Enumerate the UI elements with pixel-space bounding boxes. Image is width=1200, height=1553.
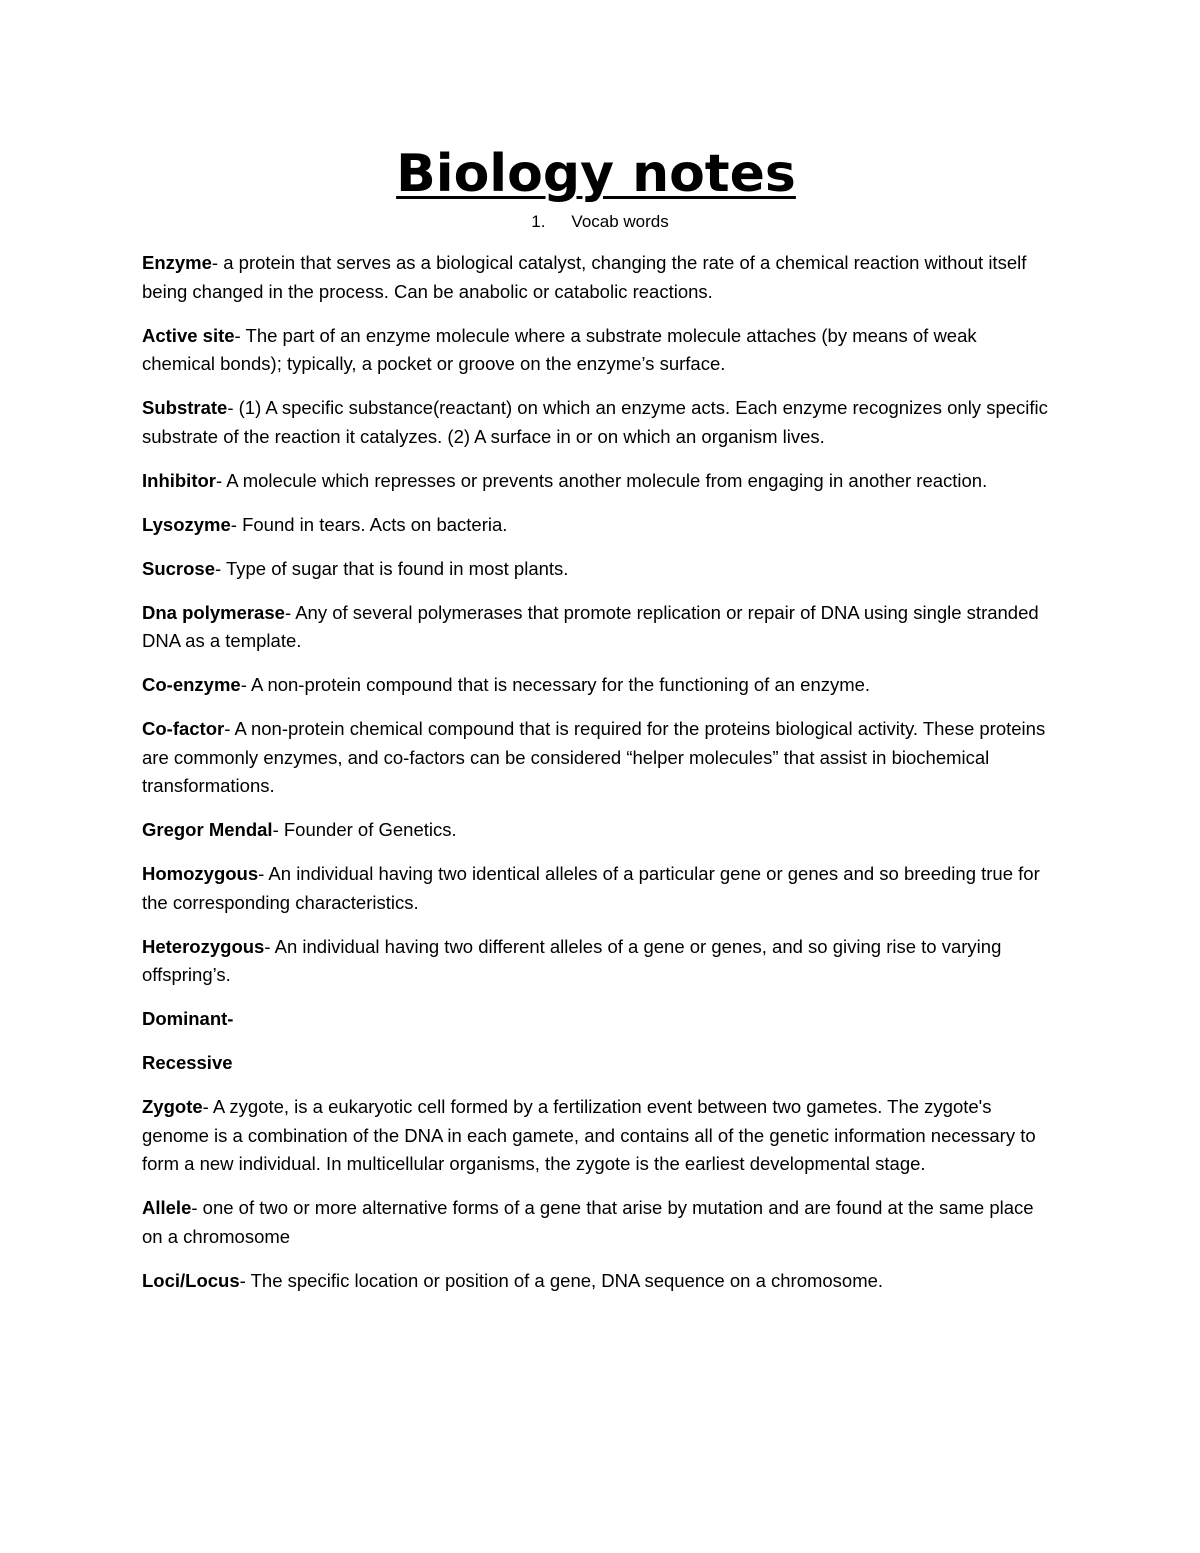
vocab-definition: - one of two or more alternative forms of a gene that arise by mutation and are found at the same place on a chromosome — [142, 1197, 1034, 1247]
vocab-definition: - A non-protein compound that is necessary for the functioning of an enzyme. — [240, 674, 871, 695]
vocab-entry-recessive — [142, 1049, 1050, 1078]
vocab-term: Allele — [142, 1197, 192, 1218]
vocab-entry-active-site — [142, 322, 1050, 379]
vocab-term: Heterozygous — [142, 935, 265, 957]
vocab-definition: - a protein that serves as a biological catalyst, changing the rate of a chemical reaction without itself being changed in the process. Can be anabolic or catabolic reactions. — [142, 252, 1027, 302]
vocab-entry-gregor-mendal — [142, 816, 1050, 845]
section-heading — [142, 210, 1050, 234]
vocab-definition: - Founder of Genetics. — [272, 819, 457, 840]
vocab-entry-dna-polymerase — [142, 599, 1050, 656]
vocab-term: Zygote — [142, 1096, 203, 1117]
vocab-term: Recessive — [142, 1052, 233, 1073]
vocab-entry-homozygous — [142, 860, 1050, 917]
vocab-entry-co-enzyme — [142, 671, 1050, 700]
vocab-term: Enzyme — [142, 252, 212, 273]
vocab-entry-loci-locus — [142, 1267, 1050, 1296]
vocab-term: Inhibitor — [142, 469, 216, 491]
vocab-term: Dna polymerase — [142, 601, 285, 623]
vocab-term: Co-factor — [142, 718, 225, 739]
vocab-term: Lysozyme — [142, 513, 231, 535]
vocab-term: Dominant- — [142, 1008, 234, 1029]
section-number: 1. — [531, 212, 546, 231]
vocab-entry-inhibitor — [142, 467, 1050, 496]
vocab-definition: - An individual having two identical alleles of a particular gene or genes and so breeding true for the corresponding characteristics. — [142, 863, 1040, 913]
vocab-entry-heterozygous — [142, 933, 1050, 990]
vocab-definition: - Any of several polymerases that promote replication or repair of DNA using single stranded DNA as a template. — [142, 601, 1039, 651]
vocab-term: Sucrose — [142, 557, 216, 579]
vocab-entry-lysozyme — [142, 511, 1050, 540]
vocab-definition: - The part of an enzyme molecule where a substrate molecule attaches (by means of weak chemical bonds); typically, a pocket or groove on the enzyme’s surface. — [142, 324, 977, 374]
vocab-term: Substrate — [142, 397, 228, 418]
vocab-term: Loci/Locus — [142, 1269, 240, 1291]
vocab-entry-zygote — [142, 1093, 1050, 1179]
vocab-definition: - A zygote, is a eukaryotic cell formed by a fertilization event between two gametes. The zygote's genome is a combination of the DNA in each gamete, and contains all of the genetic information necessary to form a new individual. In multicellular organisms, the zygote is the earliest developmental stage. — [142, 1096, 1036, 1174]
vocab-definition: - A molecule which represses or prevents another molecule from engaging in another reaction. — [215, 469, 988, 491]
vocab-term: Gregor Mendal — [142, 819, 273, 840]
vocab-entry-allele — [142, 1194, 1050, 1251]
vocab-term: Active site — [142, 324, 235, 346]
vocab-term: Co-enzyme — [142, 674, 241, 695]
vocab-definition: - A non-protein chemical compound that is required for the proteins biological activity. These proteins are commonly enzymes, and co-factors can be considered “helper molecules” that assist in biochemical transformations. — [142, 718, 1046, 796]
vocab-term: Homozygous — [142, 863, 259, 884]
vocab-definition: - An individual having two different alleles of a gene or genes, and so giving rise to varying offspring’s. — [142, 935, 1002, 985]
vocab-definition: - Type of sugar that is found in most plants. — [215, 557, 569, 579]
vocab-definition: - The specific location or position of a gene, DNA sequence on a chromosome. — [239, 1269, 884, 1291]
vocab-entry-sucrose — [142, 555, 1050, 584]
vocab-definition: - (1) A specific substance(reactant) on which an enzyme acts. Each enzyme recognizes only specific substrate of the reaction it catalyzes. (2) A surface in or on which an organism lives. — [142, 397, 1048, 447]
vocab-entry-co-factor — [142, 715, 1050, 801]
vocab-entry-dominant — [142, 1005, 1050, 1034]
section-heading-text: Vocab words — [571, 212, 669, 231]
vocab-entry-enzyme — [142, 249, 1050, 306]
vocab-definition: - Found in tears. Acts on bacteria. — [230, 513, 508, 535]
page-title: Biology notes — [396, 144, 796, 204]
vocab-entry-substrate — [142, 394, 1050, 451]
